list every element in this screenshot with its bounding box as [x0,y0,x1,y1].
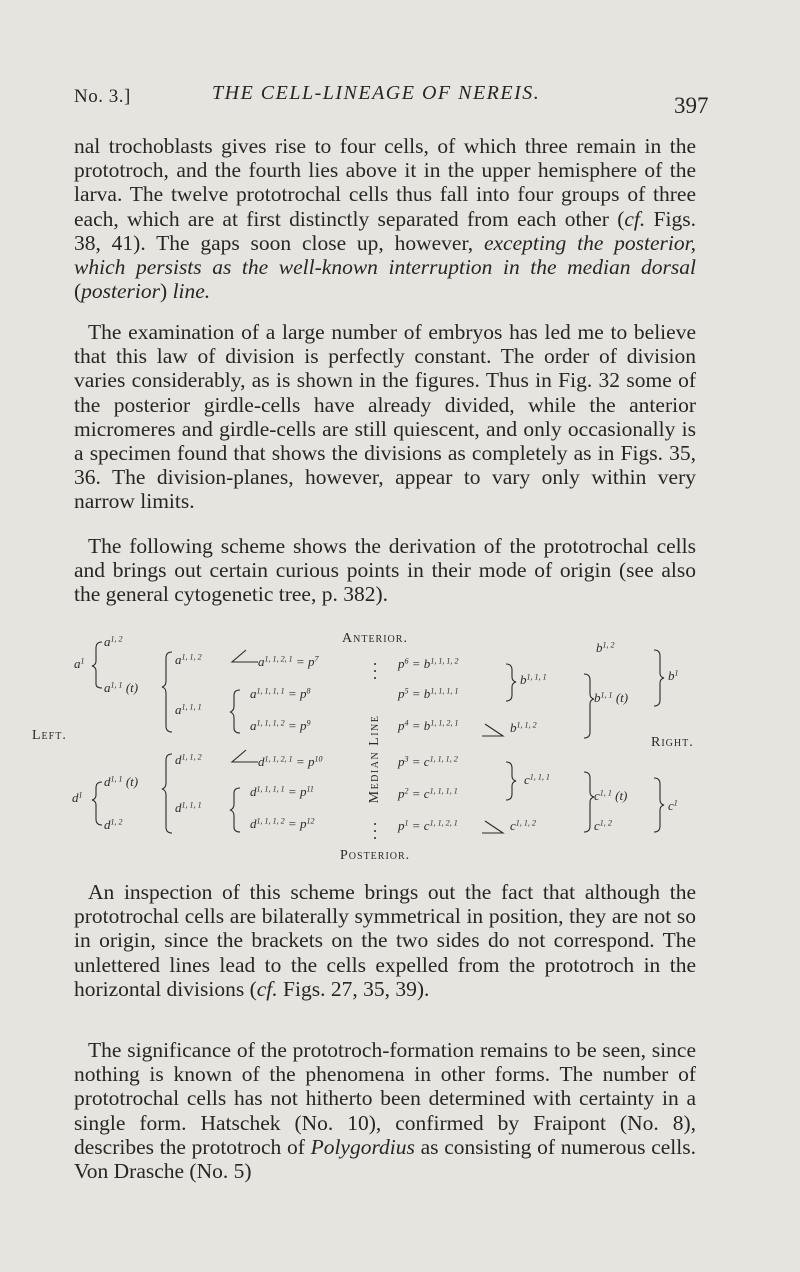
cell-b111: $b^{1, 1, 1}$ [520,672,547,687]
page-number: 397 [674,93,709,118]
paragraph-3: The following scheme shows the derivation of the prototrochal cells and brings out certain curious points in their mode of origin (see also the general cytogenetic tree, p. 382). [74,534,696,607]
cell-a11t: $a^{1, 1}$ (t) [104,680,139,695]
paragraph-1: nal trochoblasts gives rise to four cells, of which three remain in the prototroch, and the fourth lies above it in the upper hemisphere of the larva. The twelve prototrochal cells thus fall into four groups of three each, which are at first distinctly separated from each other (cf. Figs. 38, 41). The gaps soon close up, however, excepting the posterior, which persists as the well-known interruption in the median dorsal (posterior) line. [74,134,696,304]
cell-c1: $c^1$ [668,798,678,813]
cell-c11t: $c^{1, 1}$ (t) [594,788,628,803]
cell-c12: $c^{1, 2}$ [594,818,612,833]
running-header-section: No. 3.] [74,86,131,107]
median-line-label: Median Line [367,714,382,804]
cell-b11t: $b^{1, 1}$ (t) [594,690,629,705]
paragraph-2: The examination of a large number of embryos has led me to believe that this law of division is perfectly constant. The order of division varies considerably, as is shown in the figures. Thus in Fig. 32 some of the posterior girdle-cells have already divided, while the anterior micromeres and girdle-cells are still quiescent, and only occasionally is a specimen found that shows the divisions as completely as in Figs. 35, 36. The division-planes, however, appear to vary only within very narrow limits. [74,320,696,514]
cell-a12: $a^{1, 2}$ [104,634,123,649]
cell-d11t: $d^{1, 1}$ (t) [104,774,139,789]
cell-a1: $a^1$ [74,656,85,671]
cell-a112: $a^{1, 1, 2}$ [175,652,202,667]
scheme-left-label: Left. [32,728,67,743]
cell-p2: $p^2 = c^{1, 1, 1, 1}$ [398,786,458,801]
paragraph-4: An inspection of this scheme brings out the fact that although the prototrochal cells are bilaterally symmetrical in position, they are not so in origin, since the brackets on the two sides do not correspond. The unlettered lines lead to the cells expelled from the prototroch in the horizontal divisions (cf. Figs. 27, 35, 39). [74,880,696,1001]
cell-d111: $d^{1, 1, 1}$ [175,800,202,815]
running-header-title: THE CELL-LINEAGE OF NEREIS. [212,82,541,104]
cell-a1121: $a^{1, 1, 2, 1} = p^7$ [258,654,319,669]
cell-p5: $p^5 = b^{1, 1, 1, 1}$ [398,686,459,701]
cell-d12: $d^{1, 2}$ [104,817,123,832]
cell-c112: $c^{1, 1, 2}$ [510,818,536,833]
cell-d1121: $d^{1, 1, 2, 1} = p^{10}$ [258,754,323,769]
cell-p4: $p^4 = b^{1, 1, 2, 1}$ [398,718,459,733]
cell-p1: $p^1 = c^{1, 1, 2, 1}$ [398,818,458,833]
scheme-posterior-label: Posterior. [340,848,411,863]
scheme-anterior-label: Anterior. [342,631,408,646]
lineage-scheme [0,628,800,868]
cell-b12: $b^{1, 2}$ [596,640,615,655]
paragraph-5: The significance of the prototroch-formation remains to be seen, since nothing is known of the phenomena in other forms. The number of prototrochal cells has not hitherto been determined with certainty in a single form. Hatschek (No. 10), confirmed by Fraipont (No. 8), describes the prototroch of Polygordius as consisting of numerous cells. Von Drasche (No. 5) [74,1038,696,1184]
cell-b1: $b^1$ [668,668,679,683]
cell-p6: $p^6 = b^{1, 1, 1, 2}$ [398,656,459,671]
cell-a111: $a^{1, 1, 1}$ [175,702,202,717]
scheme-right-label: Right. [651,735,694,750]
cell-a1111: $a^{1, 1, 1, 1} = p^8$ [250,686,311,701]
cell-b112: $b^{1, 1, 2}$ [510,720,537,735]
cell-d1111: $d^{1, 1, 1, 1} = p^{11}$ [250,784,314,799]
cell-d112: $d^{1, 1, 2}$ [175,752,202,767]
cell-a1112: $a^{1, 1, 1, 2} = p^9$ [250,718,311,733]
cell-c111: $c^{1, 1, 1}$ [524,772,550,787]
cell-d1: $d^1$ [72,790,83,805]
cell-d1112: $d^{1, 1, 1, 2} = p^{12}$ [250,816,315,831]
cell-p3: $p^3 = c^{1, 1, 1, 2}$ [398,754,458,769]
